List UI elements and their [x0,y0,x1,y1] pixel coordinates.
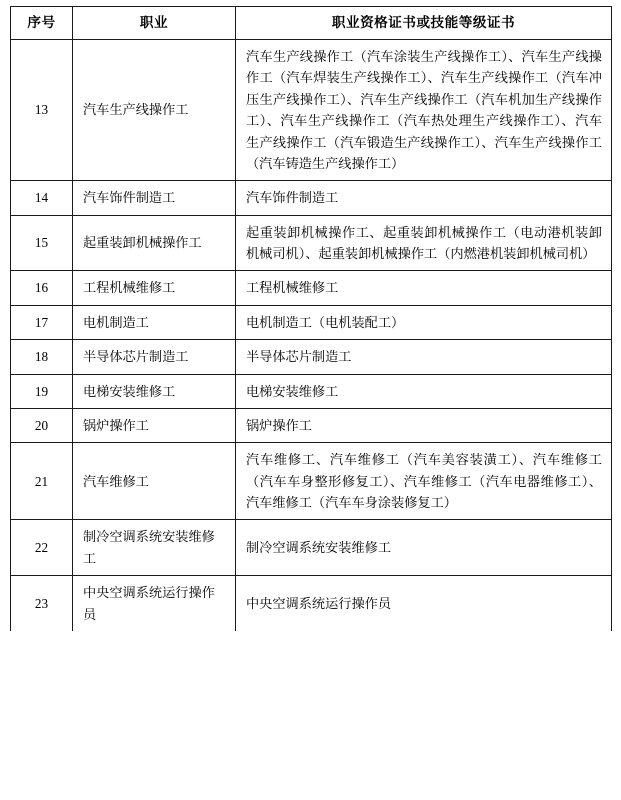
cell-no: 20 [11,408,73,442]
table-row [11,443,612,520]
table-row [11,305,612,339]
table-row [11,520,612,576]
cell-certificate: 汽车生产线操作工（汽车涂装生产线操作工）、汽车生产线操作工（汽车焊装生产线操作工）、汽车生产线操作工（汽车冲压生产线操作工）、汽车生产线操作工（汽车机加生产线操作工）、汽车生产线操作工（汽车热处理生产线操作工）、汽车生产线操作工（汽车锻造生产线操作工）、汽车生产线操作工（汽车铸造生产线操作工） [236,40,612,181]
table-body [11,40,612,631]
cell-occupation: 汽车维修工 [73,443,236,520]
cell-occupation: 汽车饰件制造工 [73,181,236,215]
cell-certificate: 半导体芯片制造工 [236,340,612,374]
column-header-occupation: 职业 [73,7,236,40]
cell-certificate: 锅炉操作工 [236,408,612,442]
cell-certificate: 工程机械维修工 [236,271,612,305]
table-header-row [11,7,612,40]
cell-no: 18 [11,340,73,374]
table-row [11,340,612,374]
cell-occupation: 中央空调系统运行操作员 [73,576,236,631]
cell-no: 15 [11,215,73,271]
cell-no: 21 [11,443,73,520]
cell-no: 23 [11,576,73,631]
cell-certificate: 电梯安装维修工 [236,374,612,408]
table-row [11,271,612,305]
cell-occupation: 半导体芯片制造工 [73,340,236,374]
cell-no: 14 [11,181,73,215]
table-row [11,181,612,215]
cell-certificate: 中央空调系统运行操作员 [236,576,612,631]
column-header-certificate: 职业资格证书或技能等级证书 [236,7,612,40]
table-row [11,40,612,181]
cell-certificate: 汽车饰件制造工 [236,181,612,215]
column-header-no: 序号 [11,7,73,40]
table-row [11,576,612,631]
cell-occupation: 电机制造工 [73,305,236,339]
cell-certificate: 电机制造工（电机装配工） [236,305,612,339]
occupation-certificate-table [10,6,612,631]
cell-no: 19 [11,374,73,408]
cell-occupation: 制冷空调系统安装维修工 [73,520,236,576]
cell-occupation: 锅炉操作工 [73,408,236,442]
cell-no: 13 [11,40,73,181]
cell-occupation: 起重装卸机械操作工 [73,215,236,271]
cell-occupation: 汽车生产线操作工 [73,40,236,181]
table-header [11,7,612,40]
cell-occupation: 电梯安装维修工 [73,374,236,408]
cell-no: 17 [11,305,73,339]
cell-certificate: 起重装卸机械操作工、起重装卸机械操作工（电动港机装卸机械司机）、起重装卸机械操作工（内燃港机装卸机械司机） [236,215,612,271]
table-row [11,215,612,271]
cell-occupation: 工程机械维修工 [73,271,236,305]
table-row [11,374,612,408]
cell-no: 16 [11,271,73,305]
table-row [11,408,612,442]
cell-certificate: 汽车维修工、汽车维修工（汽车美容装潢工）、汽车维修工（汽车车身整形修复工）、汽车维修工（汽车电器维修工）、汽车维修工（汽车车身涂装修复工） [236,443,612,520]
cell-no: 22 [11,520,73,576]
cell-certificate: 制冷空调系统安装维修工 [236,520,612,576]
